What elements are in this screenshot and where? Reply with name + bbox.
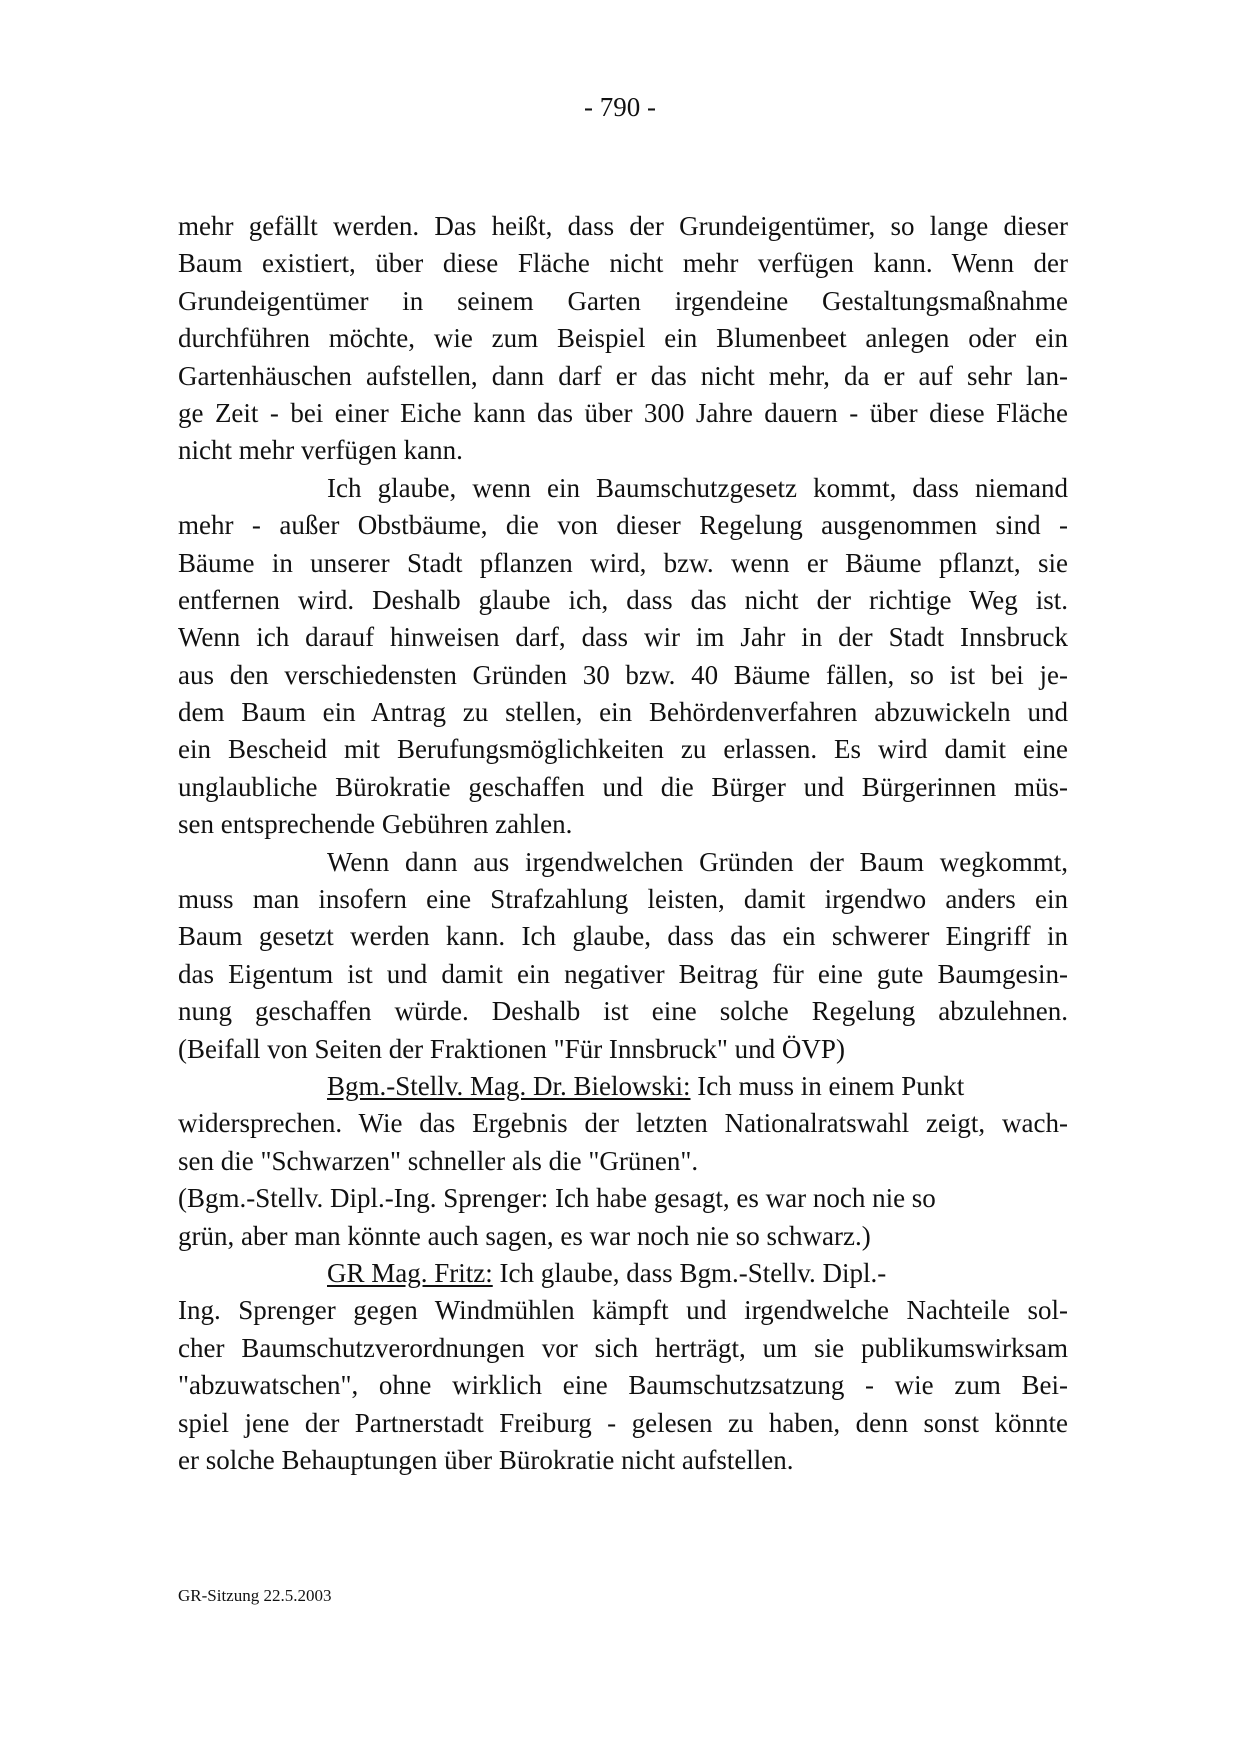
- text-line: Baum existiert, über diese Fläche nicht mehr verfügen kann. Wenn der: [178, 248, 1068, 279]
- text-line: Ich glaube, wenn ein Baumschutzgesetz kommt, dass niemand: [327, 472, 1068, 503]
- text-line: (Beifall von Seiten der Fraktionen "Für Innsbruck" und ÖVP): [178, 1033, 845, 1064]
- text-line: ein Bescheid mit Berufungsmöglichkeiten zu erlassen. Es wird damit eine: [178, 734, 1068, 765]
- text-line: nung geschaffen würde. Deshalb ist eine solche Regelung abzulehnen.: [178, 996, 1068, 1027]
- text-line: entfernen wird. Deshalb glaube ich, dass das nicht der richtige Weg ist.: [178, 584, 1068, 615]
- text-line: sen die "Schwarzen" schneller als die "Grünen".: [178, 1145, 699, 1176]
- speaker-name: GR Mag. Fritz:: [327, 1257, 493, 1288]
- text-line: widersprechen. Wie das Ergebnis der letzten Nationalratswahl zeigt, wach-: [178, 1108, 1068, 1139]
- text-line: dem Baum ein Antrag zu stellen, ein Behördenverfahren abzuwickeln und: [178, 697, 1068, 728]
- document-body: [178, 208, 1068, 1479]
- text-line: durchführen möchte, wie zum Beispiel ein Blumenbeet anlegen oder ein: [178, 323, 1068, 354]
- text-line: Wenn dann aus irgendwelchen Gründen der Baum wegkommt,: [327, 846, 1068, 877]
- text-line: spiel jene der Partnerstadt Freiburg - gelesen zu haben, denn sonst könnte: [178, 1407, 1068, 1438]
- speaker-name: Bgm.-Stellv. Mag. Dr. Bielowski:: [327, 1070, 691, 1101]
- text-line: "abzuwatschen", ohne wirklich eine Baumschutzsatzung - wie zum Bei-: [178, 1370, 1068, 1401]
- interjection-line: grün, aber man könnte auch sagen, es war noch nie so schwarz.): [178, 1220, 871, 1251]
- text-line: Baum gesetzt werden kann. Ich glaube, dass das ein schwerer Eingriff in: [178, 921, 1068, 952]
- speaker-line: [178, 1255, 1068, 1292]
- speaker-line: [178, 1068, 1068, 1105]
- speech-text: Ich glaube, dass Bgm.-Stellv. Dipl.-: [492, 1257, 887, 1288]
- text-line: Grundeigentümer in seinem Garten irgendeine Gestaltungsmaßnahme: [178, 285, 1068, 316]
- interjection-line: (Bgm.-Stellv. Dipl.-Ing. Sprenger: Ich habe gesagt, es war noch nie so: [178, 1183, 936, 1214]
- text-line: muss man insofern eine Strafzahlung leisten, damit irgendwo anders ein: [178, 884, 1068, 915]
- text-line: er solche Behauptungen über Bürokratie nicht aufstellen.: [178, 1444, 794, 1475]
- text-line: aus den verschiedensten Gründen 30 bzw. 40 Bäume fällen, so ist bei je-: [178, 659, 1068, 690]
- text-line: unglaubliche Bürokratie geschaffen und die Bürger und Bürgerinnen müs-: [178, 771, 1068, 802]
- text-line: ge Zeit - bei einer Eiche kann das über 300 Jahre dauern - über diese Fläche: [178, 397, 1068, 428]
- text-line: nicht mehr verfügen kann.: [178, 435, 463, 466]
- text-line: Bäume in unserer Stadt pflanzen wird, bzw. wenn er Bäume pflanzt, sie: [178, 547, 1068, 578]
- text-line: cher Baumschutzverordnungen vor sich herträgt, um sie publikumswirksam: [178, 1332, 1068, 1363]
- text-line: mehr gefällt werden. Das heißt, dass der Grundeigentümer, so lange dieser: [178, 211, 1068, 241]
- footer-text: GR-Sitzung 22.5.2003: [178, 1586, 332, 1605]
- text-line: mehr - außer Obstbäume, die von dieser Regelung ausgenommen sind -: [178, 510, 1068, 541]
- text-line: Wenn ich darauf hinweisen darf, dass wir im Jahr in der Stadt Innsbruck: [178, 622, 1068, 653]
- page-number: - 790 -: [584, 92, 656, 122]
- text-line: Ing. Sprenger gegen Windmühlen kämpft und irgendwelche Nachteile sol-: [178, 1295, 1068, 1326]
- text-line: das Eigentum ist und damit ein negativer Beitrag für eine gute Baumgesin-: [178, 958, 1068, 989]
- speech-text: Ich muss in einem Punkt: [690, 1070, 965, 1101]
- text-line: sen entsprechende Gebühren zahlen.: [178, 809, 573, 840]
- text-line: Gartenhäuschen aufstellen, dann darf er das nicht mehr, da er auf sehr lan-: [178, 360, 1068, 391]
